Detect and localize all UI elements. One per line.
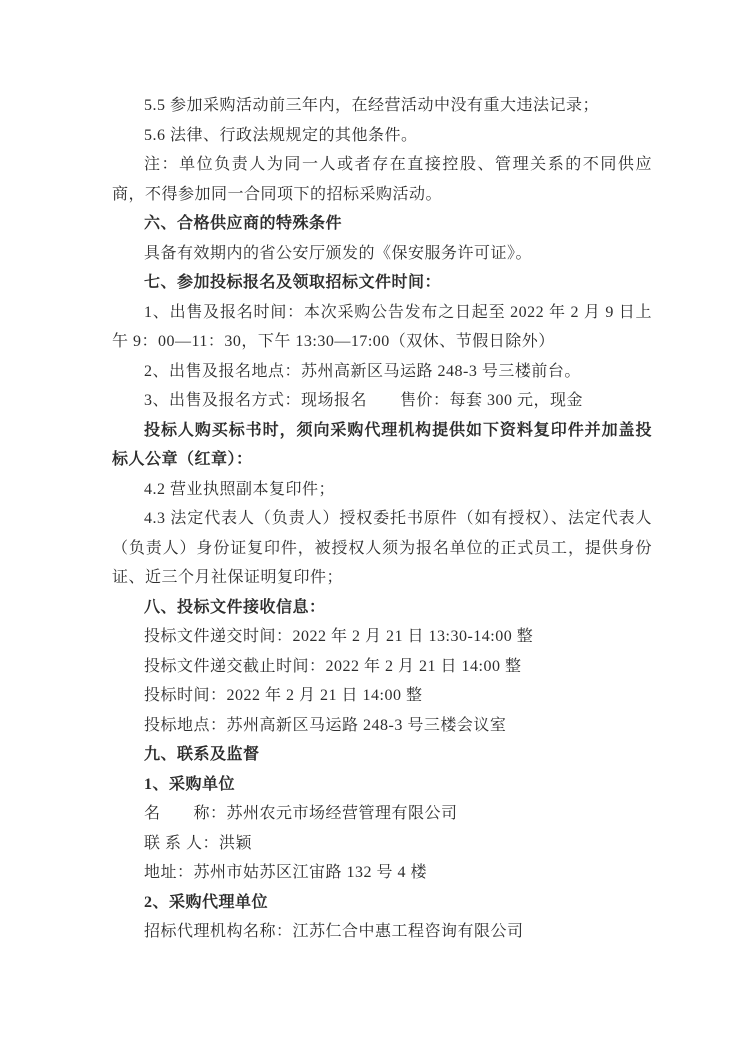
clause-4-2-business-license: 4.2 营业执照副本复印件； — [144, 480, 336, 498]
heading-section-9-contact-supervision: 九、联系及监督 — [144, 746, 260, 763]
bid-document-submission-deadline: 投标文件递交截止时间：2022 年 2 月 21 日 14:00 整 — [144, 657, 522, 675]
clause-5-6: 5.6 法律、行政法规规定的其他条件。 — [144, 126, 418, 144]
sale-registration-method: 3、出售及报名方式：现场报名 售价：每套 300 元，现金 — [144, 392, 584, 409]
note-same-legal-person: 注：单位负责人为同一人或者存在直接控股、管理关系的不同供应商，不得参加同一合同项下的招标采购活动。 — [112, 156, 652, 203]
heading-section-8-bid-receipt-info: 八、投标文件接收信息： — [144, 598, 326, 616]
clause-4-3-legal-representative: 4.3 法定代表人（负责人）授权委托书原件（如有授权）、法定代表人（负责人）身份证复印件，被授权人须为报名单位的正式员工，提供身份证、近三个月社保证明复印件； — [112, 510, 652, 586]
clause-5-5: 5.5 参加采购活动前三年内，在经营活动中没有重大违法记录； — [144, 97, 600, 114]
heading-purchasing-unit: 1、采购单位 — [144, 775, 236, 793]
bid-opening-place: 投标地点：苏州高新区马运路 248-3 号三楼会议室 — [144, 716, 507, 734]
agency-name: 招标代理机构名称：江苏仁合中惠工程咨询有限公司 — [144, 923, 524, 940]
document-body — [112, 91, 652, 947]
bid-opening-time: 投标时间：2022 年 2 月 21 日 14:00 整 — [144, 687, 423, 704]
purchaser-address: 地址：苏州市姑苏区江宙路 132 号 4 楼 — [144, 864, 428, 881]
heading-procurement-agency: 2、采购代理单位 — [144, 893, 269, 911]
heading-section-6-special-conditions: 六、合格供应商的特殊条件 — [144, 215, 343, 232]
purchaser-contact-person: 联 系 人：洪颖 — [144, 834, 253, 852]
special-condition-license: 具备有效期内的省公安厅颁发的《保安服务许可证》。 — [144, 244, 533, 262]
sale-registration-time: 1、出售及报名时间：本次采购公告发布之日起至 2022 年 2 月 9 日上午 9：00—11：30，下午 13:30—17:00（双休、节假日除外） — [112, 303, 652, 350]
purchaser-name: 名 称：苏州农元市场经营管理有限公司 — [144, 805, 458, 822]
bidder-purchase-notice: 投标人购买标书时，须向采购代理机构提供如下资料复印件并加盖投标人公章（红章）： — [112, 421, 652, 468]
bid-document-submission-time: 投标文件递交时间：2022 年 2 月 21 日 13:30-14:00 整 — [144, 628, 534, 645]
heading-section-7-registration-time: 七、参加投标报名及领取招标文件时间： — [144, 274, 442, 291]
sale-registration-place: 2、出售及报名地点：苏州高新区马运路 248-3 号三楼前台。 — [144, 362, 581, 380]
